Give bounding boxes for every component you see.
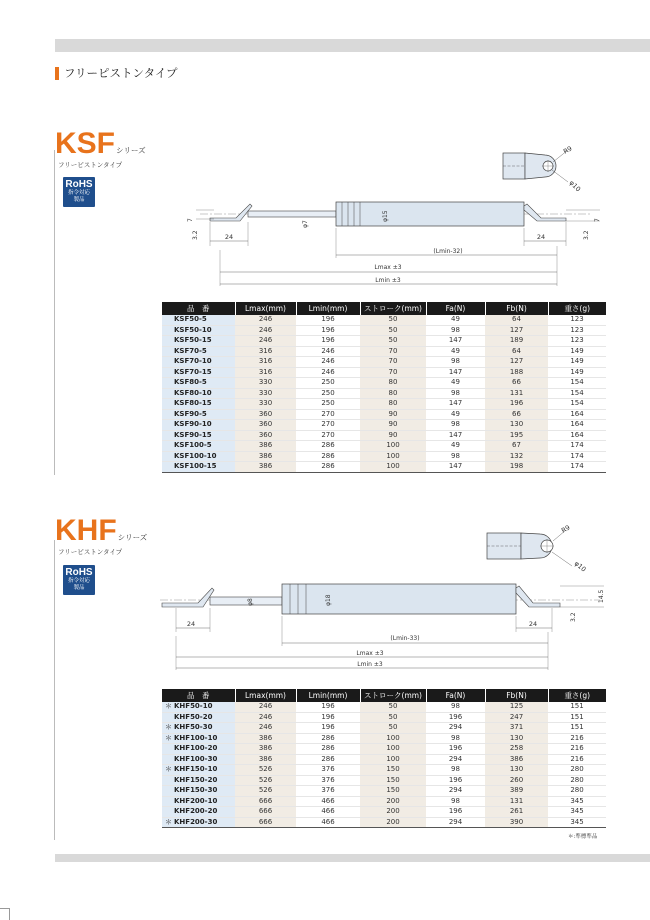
rohs-line2: 指令対応 xyxy=(67,578,90,584)
table-cell: 196 xyxy=(426,744,485,755)
table-cell: 666 xyxy=(235,817,296,828)
table-cell: 386 xyxy=(485,754,548,765)
table-cell: 100 xyxy=(360,462,426,473)
table-cell: 196 xyxy=(426,807,485,818)
part-number-text: KHF50-20 xyxy=(174,712,213,721)
table-cell: 294 xyxy=(426,817,485,828)
table-cell: 100 xyxy=(360,441,426,452)
table-row xyxy=(162,765,606,776)
table-cell: 200 xyxy=(360,796,426,807)
part-number-text: KSF50-10 xyxy=(174,325,212,334)
table-cell: 258 xyxy=(485,744,548,755)
table-cell: 360 xyxy=(235,409,296,420)
part-number-cell xyxy=(162,702,235,712)
part-number-text: KSF90-5 xyxy=(174,409,207,418)
table-cell: 150 xyxy=(360,765,426,776)
column-header: Fa(N) xyxy=(426,302,485,315)
table-cell: 294 xyxy=(426,754,485,765)
part-number-text: KHF50-30 xyxy=(174,723,213,731)
ksf-dim32-right: 3.2 xyxy=(583,230,590,240)
table-cell: 666 xyxy=(235,796,296,807)
table-cell: 286 xyxy=(296,451,360,462)
part-number-text: KSF90-10 xyxy=(174,420,212,428)
column-header: ストローク(mm) xyxy=(360,689,426,702)
part-number-cell xyxy=(162,712,235,723)
table-cell: 247 xyxy=(485,712,548,723)
table-cell: 50 xyxy=(360,336,426,347)
table-cell: 149 xyxy=(548,357,606,368)
table-cell: 270 xyxy=(296,420,360,431)
table-cell: 466 xyxy=(296,796,360,807)
table-cell: 147 xyxy=(426,462,485,473)
table-cell: 195 xyxy=(485,430,548,441)
part-number-text: KHF150-30 xyxy=(174,786,218,794)
table-cell: 286 xyxy=(296,462,360,473)
table-cell: 123 xyxy=(548,336,606,347)
table-row xyxy=(162,712,606,723)
table-cell: 246 xyxy=(235,315,296,325)
table-cell: 250 xyxy=(296,399,360,410)
table-header-row xyxy=(162,689,606,702)
khf-rod xyxy=(210,597,282,605)
table-cell: 80 xyxy=(360,388,426,399)
table-cell: 189 xyxy=(485,336,548,347)
khf-dim32: 3.2 xyxy=(570,612,577,622)
column-header: Fa(N) xyxy=(426,689,485,702)
table-cell: 174 xyxy=(548,441,606,452)
part-number-cell xyxy=(162,786,235,797)
table-cell: 131 xyxy=(485,796,548,807)
table-cell: 67 xyxy=(485,441,548,452)
table-cell: 64 xyxy=(485,346,548,357)
table-cell: 246 xyxy=(235,702,296,712)
rohs-label: RoHS xyxy=(65,567,93,578)
table-cell: 123 xyxy=(548,315,606,325)
table-cell: 188 xyxy=(485,367,548,378)
table-cell: 50 xyxy=(360,723,426,734)
table-cell: 330 xyxy=(235,399,296,410)
table-cell: 196 xyxy=(296,712,360,723)
column-header: 重さ(g) xyxy=(548,689,606,702)
table-cell: 90 xyxy=(360,409,426,420)
table-cell: 371 xyxy=(485,723,548,734)
table-cell: 149 xyxy=(548,346,606,357)
table-cell: 130 xyxy=(485,733,548,744)
table-cell: 150 xyxy=(360,786,426,797)
column-header: 重さ(g) xyxy=(548,302,606,315)
table-cell: 196 xyxy=(296,336,360,347)
table-cell: 376 xyxy=(296,765,360,776)
part-number-text: KHF100-10 xyxy=(174,733,218,742)
khf-eye-detail xyxy=(487,530,572,566)
table-cell: 316 xyxy=(235,357,296,368)
table-cell: 150 xyxy=(360,775,426,786)
table-cell: 250 xyxy=(296,388,360,399)
table-row xyxy=(162,702,606,712)
table-cell: 100 xyxy=(360,754,426,765)
khf-dim-lmin: Lmin ±3 xyxy=(357,661,383,668)
table-cell: 286 xyxy=(296,744,360,755)
bottom-banner-bar xyxy=(55,854,650,862)
column-header: ストローク(mm) xyxy=(360,302,426,315)
table-cell: 360 xyxy=(235,430,296,441)
table-cell: 151 xyxy=(548,712,606,723)
table-cell: 294 xyxy=(426,723,485,734)
table-cell: 151 xyxy=(548,702,606,712)
khf-left-bracket xyxy=(162,588,214,607)
part-number-text: KSF50-5 xyxy=(174,315,207,323)
table-cell: 98 xyxy=(426,420,485,431)
part-number-text: KHF200-30 xyxy=(174,817,218,826)
ksf-phi10-label: φ10 xyxy=(567,178,583,194)
rohs-line3: 製品 xyxy=(73,197,85,203)
table-cell: 216 xyxy=(548,754,606,765)
part-number-cell xyxy=(162,733,235,744)
part-number-cell xyxy=(162,807,235,818)
table-cell: 386 xyxy=(235,441,296,452)
table-cell: 98 xyxy=(426,702,485,712)
table-cell: 526 xyxy=(235,775,296,786)
part-number-cell xyxy=(162,765,235,776)
part-number-text: KHF200-10 xyxy=(174,796,218,805)
table-cell: 294 xyxy=(426,786,485,797)
table-cell: 196 xyxy=(485,399,548,410)
table-cell: 98 xyxy=(426,765,485,776)
column-header: Lmax(mm) xyxy=(235,689,296,702)
table-cell: 246 xyxy=(235,723,296,734)
table-cell: 216 xyxy=(548,733,606,744)
table-cell: 196 xyxy=(296,723,360,734)
table-cell: 50 xyxy=(360,325,426,336)
ksf-series-code: KSF xyxy=(55,127,115,160)
table-cell: 386 xyxy=(235,744,296,755)
table-cell: 70 xyxy=(360,346,426,357)
table-cell: 389 xyxy=(485,786,548,797)
table-cell: 174 xyxy=(548,451,606,462)
table-cell: 90 xyxy=(360,430,426,441)
ksf-dim-lmin32: (Lmin-32) xyxy=(433,248,463,255)
table-cell: 147 xyxy=(426,367,485,378)
ksf-series-suffix: シリーズ xyxy=(116,146,146,155)
table-cell: 66 xyxy=(485,378,548,389)
khf-series-suffix: シリーズ xyxy=(117,533,148,542)
table-cell: 127 xyxy=(485,325,548,336)
table-cell: 196 xyxy=(296,702,360,712)
part-number-text: KHF150-10 xyxy=(174,765,218,773)
ksf-r9-label: R9 xyxy=(562,144,574,156)
table-cell: 196 xyxy=(426,775,485,786)
khf-dim145: 14.5 xyxy=(598,589,605,603)
part-number-text: KHF150-20 xyxy=(174,775,218,784)
column-header: Lmin(mm) xyxy=(296,689,360,702)
table-cell: 246 xyxy=(235,712,296,723)
table-cell: 261 xyxy=(485,807,548,818)
ksf-series-subtitle: フリーピストンタイプ xyxy=(58,161,123,169)
part-number-cell xyxy=(162,754,235,765)
table-cell: 64 xyxy=(485,315,548,325)
table-cell: 70 xyxy=(360,367,426,378)
table-cell: 66 xyxy=(485,409,548,420)
part-number-cell xyxy=(162,796,235,807)
khf-series-subtitle: フリーピストンタイプ xyxy=(58,548,123,556)
part-number-text: KHF100-30 xyxy=(174,754,218,763)
column-header: Fb(N) xyxy=(485,689,548,702)
table-cell: 164 xyxy=(548,409,606,420)
part-number-text: KSF50-15 xyxy=(174,336,212,344)
part-number-text: KSF80-15 xyxy=(174,399,212,407)
table-cell: 386 xyxy=(235,754,296,765)
part-number-cell xyxy=(162,817,235,828)
footnote-semi-standard: ＊:準標準品 xyxy=(568,834,598,840)
column-header: Lmin(mm) xyxy=(296,302,360,315)
table-cell: 466 xyxy=(296,817,360,828)
table-cell: 49 xyxy=(426,409,485,420)
table-cell: 125 xyxy=(485,702,548,712)
table-row xyxy=(162,733,606,744)
table-cell: 147 xyxy=(426,399,485,410)
page-corner-mark xyxy=(0,908,10,920)
table-cell: 360 xyxy=(235,420,296,431)
ksf-phi7-label: φ7 xyxy=(302,220,309,228)
khf-right-bracket xyxy=(516,586,560,607)
table-cell: 198 xyxy=(485,462,548,473)
rohs-line3: 製品 xyxy=(73,585,85,591)
khf-phi8-label: φ8 xyxy=(247,598,254,606)
part-number-text: KHF50-10 xyxy=(174,702,213,710)
table-cell: 246 xyxy=(235,325,296,336)
column-header: Lmax(mm) xyxy=(235,302,296,315)
table-cell: 196 xyxy=(296,325,360,336)
table-cell: 98 xyxy=(426,451,485,462)
table-row xyxy=(162,817,606,828)
part-number-text: KSF70-10 xyxy=(174,357,212,365)
table-cell: 316 xyxy=(235,346,296,357)
khf-cylinder xyxy=(282,584,516,614)
table-cell: 151 xyxy=(548,723,606,734)
part-number-cell xyxy=(162,744,235,755)
table-row xyxy=(162,796,606,807)
table-cell: 286 xyxy=(296,733,360,744)
table-row xyxy=(162,786,606,797)
table-cell: 123 xyxy=(548,325,606,336)
table-cell: 49 xyxy=(426,378,485,389)
column-header: Fb(N) xyxy=(485,302,548,315)
table-cell: 90 xyxy=(360,420,426,431)
table-cell: 98 xyxy=(426,357,485,368)
table-cell: 127 xyxy=(485,357,548,368)
table-cell: 131 xyxy=(485,388,548,399)
section-heading-text: フリーピストンタイプ xyxy=(64,66,178,80)
table-cell: 49 xyxy=(426,441,485,452)
ksf-dim24-left: 24 xyxy=(224,233,234,241)
khf-phi10-label: φ10 xyxy=(572,559,588,574)
semi-standard-star: ＊ xyxy=(165,733,172,742)
ksf-dim7-left: 7 xyxy=(187,218,194,222)
table-cell: 130 xyxy=(485,420,548,431)
table-cell: 280 xyxy=(548,765,606,776)
column-header: 品 番 xyxy=(162,689,235,702)
table-cell: 100 xyxy=(360,451,426,462)
table-cell: 345 xyxy=(548,796,606,807)
table-cell: 386 xyxy=(235,462,296,473)
table-row xyxy=(162,807,606,818)
table-cell: 196 xyxy=(296,315,360,325)
part-number-cell xyxy=(162,775,235,786)
table-cell: 270 xyxy=(296,430,360,441)
table-cell: 132 xyxy=(485,451,548,462)
khf-dim24-left: 24 xyxy=(186,620,196,628)
table-cell: 246 xyxy=(296,346,360,357)
table-cell: 154 xyxy=(548,388,606,399)
table-cell: 390 xyxy=(485,817,548,828)
part-number-text: KHF100-20 xyxy=(174,744,218,752)
part-number-text: KSF80-10 xyxy=(174,388,212,397)
table-cell: 70 xyxy=(360,357,426,368)
part-number-cell xyxy=(162,723,235,734)
table-cell: 280 xyxy=(548,775,606,786)
column-header: 品 番 xyxy=(162,302,235,315)
part-number-text: KSF90-15 xyxy=(174,430,212,439)
part-number-text: KHF200-20 xyxy=(174,807,218,815)
table-cell: 246 xyxy=(296,357,360,368)
semi-standard-star: ＊ xyxy=(165,765,172,773)
table-cell: 330 xyxy=(235,378,296,389)
table-cell: 280 xyxy=(548,786,606,797)
table-cell: 250 xyxy=(296,378,360,389)
table-cell: 147 xyxy=(426,336,485,347)
part-number-text: KSF80-5 xyxy=(174,378,207,386)
table-cell: 98 xyxy=(426,388,485,399)
rohs-label: RoHS xyxy=(65,179,93,190)
table-row xyxy=(162,744,606,755)
table-cell: 345 xyxy=(548,807,606,818)
part-number-text: KSF70-5 xyxy=(174,346,207,355)
table-row xyxy=(162,775,606,786)
table-cell: 246 xyxy=(296,367,360,378)
table-cell: 49 xyxy=(426,315,485,325)
table-cell: 286 xyxy=(296,441,360,452)
table-cell: 246 xyxy=(235,336,296,347)
table-row xyxy=(162,754,606,765)
table-cell: 80 xyxy=(360,399,426,410)
table-cell: 666 xyxy=(235,807,296,818)
table-cell: 330 xyxy=(235,388,296,399)
khf-dim-lmax: Lmax ±3 xyxy=(356,650,384,657)
table-cell: 130 xyxy=(485,765,548,776)
table-cell: 386 xyxy=(235,733,296,744)
table-cell: 376 xyxy=(296,786,360,797)
table-cell: 98 xyxy=(426,796,485,807)
part-number-text: KSF100-10 xyxy=(174,451,217,460)
ksf-dim24-right: 24 xyxy=(536,233,546,241)
table-cell: 80 xyxy=(360,378,426,389)
table-cell: 216 xyxy=(548,744,606,755)
ksf-dim32-left: 3.2 xyxy=(192,230,199,240)
table-cell: 164 xyxy=(548,420,606,431)
semi-standard-star: ＊ xyxy=(165,702,172,710)
table-cell: 286 xyxy=(296,754,360,765)
rohs-line2: 指令対応 xyxy=(67,190,90,196)
table-cell: 149 xyxy=(548,367,606,378)
table-cell: 50 xyxy=(360,702,426,712)
table-cell: 526 xyxy=(235,765,296,776)
table-cell: 154 xyxy=(548,399,606,410)
table-cell: 376 xyxy=(296,775,360,786)
table-cell: 526 xyxy=(235,786,296,797)
ksf-dim-lmin: Lmin ±3 xyxy=(375,277,401,284)
table-cell: 98 xyxy=(426,325,485,336)
table-cell: 270 xyxy=(296,409,360,420)
table-cell: 316 xyxy=(235,367,296,378)
table-cell: 154 xyxy=(548,378,606,389)
table-cell: 50 xyxy=(360,315,426,325)
table-cell: 200 xyxy=(360,817,426,828)
table-cell: 345 xyxy=(548,817,606,828)
khf-dim-lmin33: (Lmin-33) xyxy=(390,635,420,642)
khf-phi18-label: φ18 xyxy=(325,594,332,606)
ksf-phi15-label: φ15 xyxy=(382,210,389,222)
table-cell: 200 xyxy=(360,807,426,818)
semi-standard-star: ＊ xyxy=(165,817,172,826)
part-number-text: KSF70-15 xyxy=(174,367,212,376)
table-cell: 164 xyxy=(548,430,606,441)
ksf-dim-lmax: Lmax ±3 xyxy=(374,264,402,271)
table-cell: 147 xyxy=(426,430,485,441)
khf-r9-label: R9 xyxy=(560,523,572,535)
khf-spec-table xyxy=(162,689,606,828)
ksf-dim7-right: 7 xyxy=(594,218,601,222)
table-cell: 100 xyxy=(360,744,426,755)
table-cell: 174 xyxy=(548,462,606,473)
table-cell: 466 xyxy=(296,807,360,818)
table-cell: 386 xyxy=(235,451,296,462)
table-cell: 49 xyxy=(426,346,485,357)
table-cell: 50 xyxy=(360,712,426,723)
table-cell: 196 xyxy=(426,712,485,723)
khf-series-code: KHF xyxy=(55,514,117,547)
semi-standard-star: ＊ xyxy=(165,723,172,731)
table-cell: 100 xyxy=(360,733,426,744)
table-cell: 260 xyxy=(485,775,548,786)
part-number-text: KSF100-5 xyxy=(174,441,212,449)
khf-dim24-right: 24 xyxy=(528,620,538,628)
table-cell: 98 xyxy=(426,733,485,744)
part-number-text: KSF100-15 xyxy=(174,462,217,470)
table-row xyxy=(162,723,606,734)
